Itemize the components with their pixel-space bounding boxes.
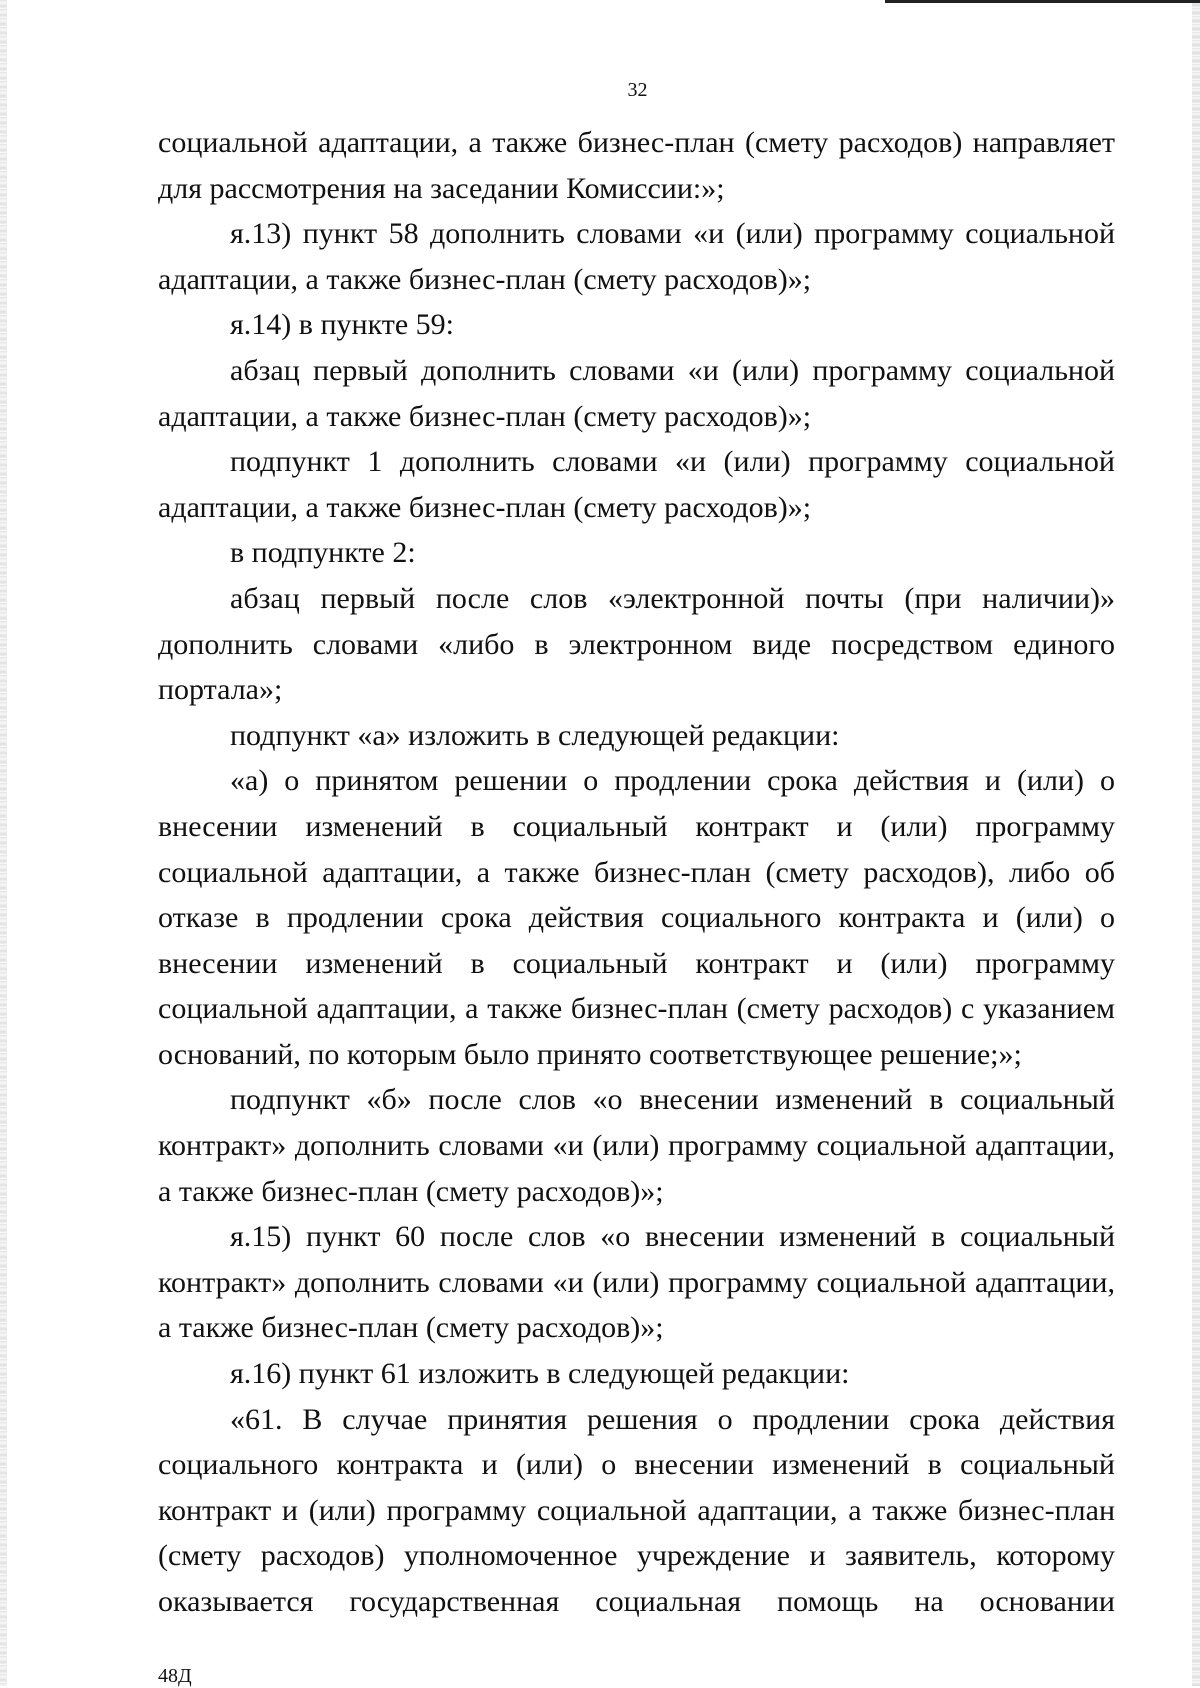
paragraph-continuation: социальной адаптации, а также бизнес-план (смету расходов) направляет для рассмотрения на заседании Комиссии:»; <box>158 126 1115 205</box>
paragraph-item-ya14: я.14) в пункте 59: <box>230 308 455 342</box>
page-number: 32 <box>627 79 648 101</box>
paragraph-item-ya16: я.16) пункт 61 изложить в следующей редакции: <box>230 1357 850 1391</box>
document-body <box>158 120 1115 1625</box>
paragraph-item-ya15: я.15) пункт 60 после слов «о внесении изменений в социальный контракт» дополнить словами «и (или) программу социальной адаптации, а также бизнес-план (смету расходов)»; <box>158 1220 1115 1345</box>
document-footer-code: 48Д <box>158 1665 192 1687</box>
paragraph-email-addition: абзац первый после слов «электронной почты (при наличии)» дополнить словами «либо в электронном виде посредством единого портала»; <box>158 581 1115 707</box>
paragraph-item-61: «61. В случае принятия решения о продлении срока действия социального контракта и (или) о внесении изменений в социальный контракт и (или) программу социальной адаптации, а также бизнес-план (смету расходов) уполномоченное учреждение и заявитель, которому оказывается государственная социальная помощь на основании <box>158 1402 1115 1618</box>
paragraph-subitem-a-intro: подпункт «а» изложить в следующей редакции: <box>230 718 840 752</box>
paragraph-item-ya13: я.13) пункт 58 дополнить словами «и (или) программу социальной адаптации, а также бизнес-план (смету расходов)»; <box>158 217 1115 296</box>
paragraph-subitem-a-text: «а) о принятом решении о продлении срока действия и (или) о внесении изменений в социальный контракт и (или) программу социальной адаптации, а также бизнес-план (смету расходов), либо об отказе в продлении срока действия социального контракта и (или) о внесении изменений в социальный контракт и (или) программу социальной адаптации, а также бизнес-план (смету расходов) с указанием оснований, по которым было принято соответствующее решение;»; <box>158 764 1115 1071</box>
paragraph-subitem-1: подпункт 1 дополнить словами «и (или) программу социальной адаптации, а также бизнес-план (смету расходов)»; <box>158 445 1115 524</box>
scan-left-edge <box>0 0 7 1686</box>
paragraph-subitem-2-intro: в подпункте 2: <box>230 536 416 570</box>
scan-right-edge <box>1192 0 1200 1686</box>
paragraph-subitem-b: подпункт «б» после слов «о внесении изменений в социальный контракт» дополнить словами «и (или) программу социальной адаптации, а также бизнес-план (смету расходов)»; <box>158 1083 1115 1208</box>
paragraph-first-abzac: абзац первый дополнить словами «и (или) программу социальной адаптации, а также бизнес-план (смету расходов)»; <box>158 353 1115 433</box>
top-edge-rule <box>885 0 1200 3</box>
